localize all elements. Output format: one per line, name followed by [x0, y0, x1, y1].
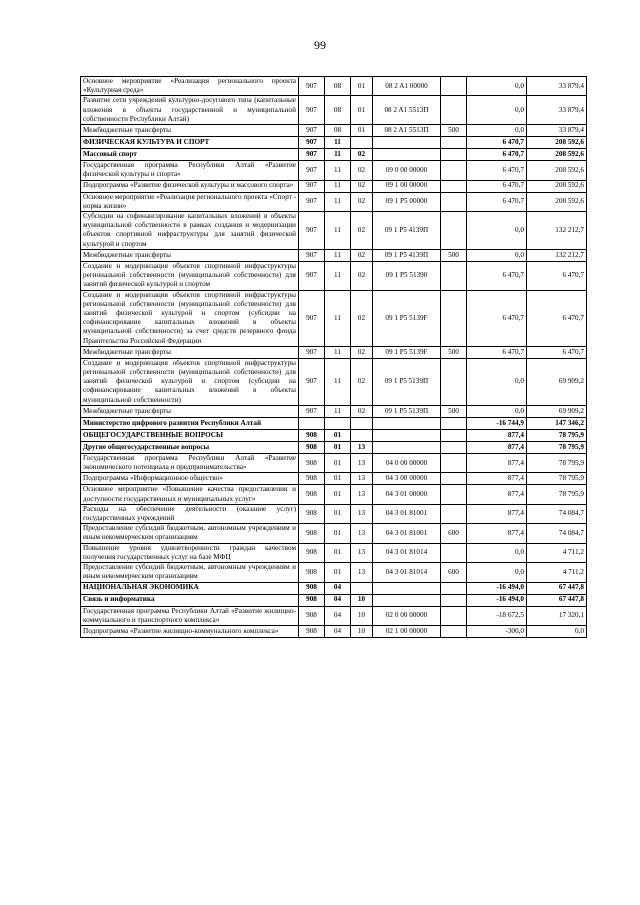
amount-total-cell: 132 212,7 [527, 211, 587, 249]
budget-table-body [81, 77, 587, 638]
table-row [81, 405, 587, 417]
target-article-cell [373, 441, 441, 453]
section-code-cell: 04 [325, 582, 351, 594]
amount-total-cell: 132 212,7 [527, 249, 587, 261]
target-article-cell: 09 1 P5 5139F [373, 346, 441, 358]
amount-total-cell: 208 592,6 [527, 149, 587, 161]
target-article-cell: 09 1 00 00000 [373, 180, 441, 192]
section-code-cell: 11 [325, 290, 351, 346]
item-name-cell: Подпрограмма «Развитие жилищно-коммунального комплекса» [81, 625, 299, 637]
amount-change-cell: -16 494,0 [467, 594, 527, 606]
amount-total-cell: 69 909,2 [527, 405, 587, 417]
amount-total-cell: 33 879,4 [527, 125, 587, 137]
subsection-code-cell: 13 [351, 524, 373, 543]
amount-total-cell: 74 084,7 [527, 504, 587, 523]
target-article-cell [373, 149, 441, 161]
target-article-cell [373, 594, 441, 606]
subsection-code-cell: 10 [351, 594, 373, 606]
table-row [81, 504, 587, 523]
target-article-cell: 08 2 A1 00000 [373, 77, 441, 96]
expense-type-cell: 600 [441, 563, 467, 582]
section-code-cell: 01 [325, 524, 351, 543]
section-code-cell: 01 [325, 543, 351, 562]
amount-change-cell: -18 672,5 [467, 606, 527, 625]
item-name-cell: Расходы на обеспечение деятельности (оказание услуг) государственных учреждений [81, 504, 299, 523]
target-article-cell: 09 1 P5 5139F [373, 290, 441, 346]
section-code-cell: 11 [325, 161, 351, 180]
amount-change-cell: 6 470,7 [467, 192, 527, 211]
amount-total-cell: 6 470,7 [527, 346, 587, 358]
target-article-cell: 09 1 P5 4139П [373, 249, 441, 261]
section-code-cell: 11 [325, 180, 351, 192]
subsection-code-cell: 01 [351, 96, 373, 125]
subsection-code-cell: 13 [351, 504, 373, 523]
subsection-code-cell [351, 417, 373, 429]
admin-code-cell: 908 [299, 625, 325, 637]
admin-code-cell: 908 [299, 543, 325, 562]
expense-type-cell: 600 [441, 524, 467, 543]
item-name-cell: Другие общегосударственные вопросы [81, 441, 299, 453]
item-name-cell: Создание и модернизация объектов спортивной инфраструктуры региональной собственности (муниципальной собственности) для занятий физической культурой и спортом (субсидии на софинансирование капитальных вложений в объекты муниципальной собственности) за счет средств резервного фонда Правительства Российской Федерации [81, 290, 299, 346]
expense-type-cell: 500 [441, 125, 467, 137]
item-name-cell: Создание и модернизация объектов спортивной инфраструктуры региональной собственности (муниципальной собственности) для занятий физической культурой и спортом (субсидии на софинансирование капитальных вложений в объекты муниципальной собственности) [81, 358, 299, 405]
subsection-code-cell: 02 [351, 358, 373, 405]
expense-type-cell [441, 485, 467, 504]
table-row [81, 429, 587, 441]
table-row [81, 543, 587, 562]
expense-type-cell [441, 625, 467, 637]
subsection-code-cell: 02 [351, 211, 373, 249]
target-article-cell: 04 0 00 00000 [373, 453, 441, 472]
subsection-code-cell: 01 [351, 125, 373, 137]
target-article-cell: 04 3 01 00000 [373, 485, 441, 504]
expense-type-cell: 500 [441, 346, 467, 358]
subsection-code-cell: 02 [351, 180, 373, 192]
amount-change-cell: 0,0 [467, 249, 527, 261]
section-code-cell: 11 [325, 192, 351, 211]
expense-type-cell: 500 [441, 405, 467, 417]
target-article-cell: 09 1 P5 51390 [373, 261, 441, 290]
item-name-cell: Повышение уровня удовлетворенности граждан качеством получения государственных услуг на базе МФЦ [81, 543, 299, 562]
table-row [81, 625, 587, 637]
item-name-cell: Развитие сети учреждений культурно-досугового типа (капитальные вложения в объекты государственной и муниципальной собственности Республики Алтай) [81, 96, 299, 125]
subsection-code-cell: 02 [351, 149, 373, 161]
amount-change-cell: -300,0 [467, 625, 527, 637]
admin-code-cell: 907 [299, 358, 325, 405]
amount-total-cell: 78 795,9 [527, 441, 587, 453]
amount-change-cell: 877,4 [467, 473, 527, 485]
expense-type-cell [441, 180, 467, 192]
amount-total-cell: 33 879,4 [527, 77, 587, 96]
amount-change-cell: 0,0 [467, 405, 527, 417]
subsection-code-cell [351, 137, 373, 149]
expense-type-cell [441, 504, 467, 523]
admin-code-cell: 907 [299, 125, 325, 137]
admin-code-cell: 907 [299, 149, 325, 161]
expense-type-cell [441, 96, 467, 125]
expense-type-cell [441, 149, 467, 161]
expense-type-cell [441, 290, 467, 346]
subsection-code-cell: 13 [351, 485, 373, 504]
subsection-code-cell: 13 [351, 563, 373, 582]
amount-change-cell: 0,0 [467, 125, 527, 137]
item-name-cell: Основное мероприятие «Повышение качества предоставления и доступности государственных и муниципальных услуг» [81, 485, 299, 504]
expense-type-cell [441, 606, 467, 625]
target-article-cell: 04 3 01 81014 [373, 563, 441, 582]
item-name-cell: Связь и информатика [81, 594, 299, 606]
subsection-code-cell: 02 [351, 290, 373, 346]
section-code-cell: 01 [325, 453, 351, 472]
amount-change-cell: 877,4 [467, 504, 527, 523]
amount-change-cell: 877,4 [467, 441, 527, 453]
amount-change-cell: 6 470,7 [467, 161, 527, 180]
amount-total-cell: 78 795,9 [527, 485, 587, 504]
admin-code-cell [299, 417, 325, 429]
item-name-cell: Межбюджетные трансферты [81, 405, 299, 417]
item-name-cell: Государственная программа Республики Алтай «Развитие жилищно-коммунального и транспортного комплекса» [81, 606, 299, 625]
item-name-cell: Межбюджетные трансферты [81, 249, 299, 261]
page-number: 99 [314, 38, 326, 52]
item-name-cell: Создание и модернизация объектов спортивной инфраструктуры региональной собственности (муниципальной собственности) для занятий физической культурой и спортом [81, 261, 299, 290]
expense-type-cell [441, 358, 467, 405]
budget-table [80, 76, 587, 638]
amount-change-cell: 0,0 [467, 358, 527, 405]
table-row [81, 249, 587, 261]
admin-code-cell: 908 [299, 453, 325, 472]
table-row [81, 137, 587, 149]
section-code-cell: 04 [325, 625, 351, 637]
amount-total-cell: 33 879,4 [527, 96, 587, 125]
admin-code-cell: 908 [299, 429, 325, 441]
table-row [81, 563, 587, 582]
table-row [81, 211, 587, 249]
admin-code-cell: 907 [299, 137, 325, 149]
table-row [81, 149, 587, 161]
table-row [81, 77, 587, 96]
admin-code-cell: 907 [299, 405, 325, 417]
amount-change-cell: 0,0 [467, 211, 527, 249]
admin-code-cell: 908 [299, 594, 325, 606]
expense-type-cell [441, 582, 467, 594]
section-code-cell: 01 [325, 473, 351, 485]
target-article-cell: 04 3 00 00000 [373, 473, 441, 485]
admin-code-cell: 907 [299, 346, 325, 358]
expense-type-cell [441, 137, 467, 149]
table-row [81, 441, 587, 453]
item-name-cell: Массовый спорт [81, 149, 299, 161]
admin-code-cell: 907 [299, 192, 325, 211]
subsection-code-cell: 01 [351, 77, 373, 96]
table-row [81, 192, 587, 211]
subsection-code-cell: 02 [351, 161, 373, 180]
expense-type-cell [441, 429, 467, 441]
amount-change-cell: 877,4 [467, 485, 527, 504]
section-code-cell: 01 [325, 504, 351, 523]
amount-total-cell: 78 795,9 [527, 453, 587, 472]
amount-change-cell: 877,4 [467, 429, 527, 441]
table-row [81, 96, 587, 125]
amount-total-cell: 78 795,9 [527, 429, 587, 441]
amount-change-cell: 6 470,7 [467, 261, 527, 290]
amount-total-cell: 4 711,2 [527, 543, 587, 562]
section-code-cell: 11 [325, 405, 351, 417]
amount-total-cell: 6 470,7 [527, 290, 587, 346]
table-row [81, 524, 587, 543]
amount-change-cell: 0,0 [467, 543, 527, 562]
amount-total-cell: 208 592,6 [527, 192, 587, 211]
amount-total-cell: 147 346,2 [527, 417, 587, 429]
item-name-cell: Основное мероприятие «Реализация регионального проекта «Спорт - норма жизни» [81, 192, 299, 211]
target-article-cell [373, 417, 441, 429]
expense-type-cell [441, 594, 467, 606]
target-article-cell: 09 1 P5 5139П [373, 358, 441, 405]
item-name-cell: Предоставление субсидий бюджетным, автономным учреждениям и иным некоммерческим организациям [81, 563, 299, 582]
item-name-cell: Государственная программа Республики Алтай «Развитие физической культуры и спорта» [81, 161, 299, 180]
target-article-cell: 04 3 01 81014 [373, 543, 441, 562]
subsection-code-cell: 13 [351, 441, 373, 453]
target-article-cell [373, 429, 441, 441]
section-code-cell: 11 [325, 358, 351, 405]
amount-change-cell: 6 470,7 [467, 180, 527, 192]
admin-code-cell: 907 [299, 77, 325, 96]
amount-total-cell: 74 084,7 [527, 524, 587, 543]
amount-total-cell: 6 470,7 [527, 261, 587, 290]
amount-total-cell: 17 320,1 [527, 606, 587, 625]
amount-change-cell: -16 744,9 [467, 417, 527, 429]
item-name-cell: Межбюджетные трансферты [81, 346, 299, 358]
table-row [81, 358, 587, 405]
amount-total-cell: 69 909,2 [527, 358, 587, 405]
section-code-cell: 04 [325, 606, 351, 625]
table-row [81, 125, 587, 137]
subsection-code-cell: 02 [351, 346, 373, 358]
section-code-cell: 01 [325, 429, 351, 441]
item-name-cell: Межбюджетные трансферты [81, 125, 299, 137]
admin-code-cell: 908 [299, 563, 325, 582]
amount-total-cell: 208 592,6 [527, 180, 587, 192]
section-code-cell: 08 [325, 77, 351, 96]
target-article-cell: 04 3 01 81001 [373, 524, 441, 543]
table-row [81, 485, 587, 504]
expense-type-cell [441, 211, 467, 249]
amount-change-cell: 0,0 [467, 563, 527, 582]
amount-change-cell: 0,0 [467, 96, 527, 125]
target-article-cell: 02 1 00 00000 [373, 625, 441, 637]
admin-code-cell: 908 [299, 485, 325, 504]
item-name-cell: Предоставление субсидий бюджетным, автономным учреждениям и иным некоммерческим организациям [81, 524, 299, 543]
amount-total-cell: 67 447,8 [527, 594, 587, 606]
admin-code-cell: 908 [299, 606, 325, 625]
expense-type-cell [441, 441, 467, 453]
amount-change-cell: 6 470,7 [467, 137, 527, 149]
admin-code-cell: 907 [299, 261, 325, 290]
amount-total-cell: 4 711,2 [527, 563, 587, 582]
item-name-cell: Подпрограмма «Информационное общество» [81, 473, 299, 485]
target-article-cell: 02 0 00 00000 [373, 606, 441, 625]
target-article-cell: 09 0 00 00000 [373, 161, 441, 180]
section-code-cell: 11 [325, 249, 351, 261]
section-code-cell: 11 [325, 211, 351, 249]
amount-total-cell: 78 795,9 [527, 473, 587, 485]
expense-type-cell [441, 543, 467, 562]
subsection-code-cell: 02 [351, 261, 373, 290]
expense-type-cell [441, 77, 467, 96]
subsection-code-cell: 02 [351, 249, 373, 261]
amount-total-cell: 208 592,6 [527, 161, 587, 180]
expense-type-cell [441, 192, 467, 211]
subsection-code-cell: 13 [351, 453, 373, 472]
admin-code-cell: 908 [299, 504, 325, 523]
subsection-code-cell: 10 [351, 625, 373, 637]
amount-change-cell: 877,4 [467, 453, 527, 472]
section-code-cell: 01 [325, 563, 351, 582]
section-code-cell: 01 [325, 485, 351, 504]
subsection-code-cell: 02 [351, 192, 373, 211]
admin-code-cell: 907 [299, 290, 325, 346]
item-name-cell: ОБЩЕГОСУДАРСТВЕННЫЕ ВОПРОСЫ [81, 429, 299, 441]
table-row [81, 453, 587, 472]
amount-change-cell: 877,4 [467, 524, 527, 543]
section-code-cell: 11 [325, 137, 351, 149]
expense-type-cell [441, 261, 467, 290]
section-code-cell: 01 [325, 441, 351, 453]
section-code-cell [325, 417, 351, 429]
table-row [81, 594, 587, 606]
table-row [81, 180, 587, 192]
expense-type-cell [441, 473, 467, 485]
table-row [81, 161, 587, 180]
item-name-cell: ФИЗИЧЕСКАЯ КУЛЬТУРА И СПОРТ [81, 137, 299, 149]
expense-type-cell [441, 453, 467, 472]
item-name-cell: НАЦИОНАЛЬНАЯ ЭКОНОМИКА [81, 582, 299, 594]
admin-code-cell: 907 [299, 249, 325, 261]
table-row [81, 417, 587, 429]
table-row [81, 473, 587, 485]
amount-change-cell: 6 470,7 [467, 346, 527, 358]
target-article-cell: 08 2 A1 5513П [373, 96, 441, 125]
table-row [81, 346, 587, 358]
admin-code-cell: 907 [299, 211, 325, 249]
section-code-cell: 04 [325, 594, 351, 606]
table-row [81, 582, 587, 594]
item-name-cell: Министерство цифрового развития Республики Алтай [81, 417, 299, 429]
table-row [81, 261, 587, 290]
target-article-cell: 08 2 A1 5513П [373, 125, 441, 137]
section-code-cell: 11 [325, 346, 351, 358]
target-article-cell: 09 1 P5 4139П [373, 211, 441, 249]
expense-type-cell [441, 161, 467, 180]
admin-code-cell: 908 [299, 582, 325, 594]
amount-total-cell: 208 592,6 [527, 137, 587, 149]
subsection-code-cell: 02 [351, 405, 373, 417]
admin-code-cell: 907 [299, 161, 325, 180]
section-code-cell: 11 [325, 149, 351, 161]
target-article-cell [373, 137, 441, 149]
item-name-cell: Государственная программа Республики Алтай «Развитие экономического потенциала и предпринимательства» [81, 453, 299, 472]
target-article-cell [373, 582, 441, 594]
admin-code-cell: 907 [299, 96, 325, 125]
target-article-cell: 04 3 01 81001 [373, 504, 441, 523]
table-row [81, 606, 587, 625]
amount-change-cell: 6 470,7 [467, 290, 527, 346]
subsection-code-cell [351, 429, 373, 441]
admin-code-cell: 908 [299, 441, 325, 453]
subsection-code-cell: 13 [351, 543, 373, 562]
subsection-code-cell: 10 [351, 606, 373, 625]
admin-code-cell: 908 [299, 473, 325, 485]
section-code-cell: 08 [325, 125, 351, 137]
subsection-code-cell: 13 [351, 473, 373, 485]
amount-total-cell: 0,0 [527, 625, 587, 637]
admin-code-cell: 907 [299, 180, 325, 192]
amount-total-cell: 67 447,8 [527, 582, 587, 594]
table-row [81, 290, 587, 346]
section-code-cell: 11 [325, 261, 351, 290]
target-article-cell: 09 1 P5 5139П [373, 405, 441, 417]
amount-change-cell: 0,0 [467, 77, 527, 96]
amount-change-cell: 6 470,7 [467, 149, 527, 161]
item-name-cell: Подпрограмма «Развитие физической культуры и массового спорта» [81, 180, 299, 192]
expense-type-cell: 500 [441, 249, 467, 261]
section-code-cell: 08 [325, 96, 351, 125]
admin-code-cell: 908 [299, 524, 325, 543]
item-name-cell: Основное мероприятие «Реализация регионального проекта «Культурная среда» [81, 77, 299, 96]
amount-change-cell: -16 494,0 [467, 582, 527, 594]
item-name-cell: Субсидии на софинансирование капитальных вложений в объекты муниципальной собственности в рамках создания и модернизации объектов спортивной инфраструктуры для занятий физической культурой и спортом [81, 211, 299, 249]
target-article-cell: 09 1 P5 00000 [373, 192, 441, 211]
subsection-code-cell [351, 582, 373, 594]
expense-type-cell [441, 417, 467, 429]
